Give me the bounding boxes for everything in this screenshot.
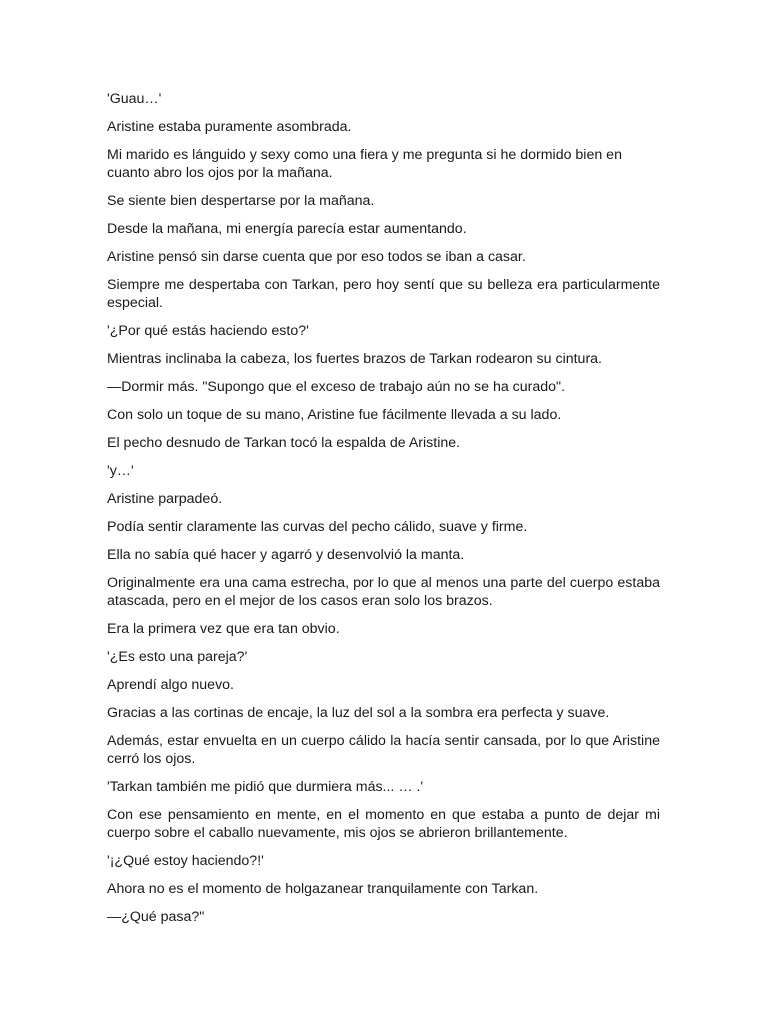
paragraph: Aristine estaba puramente asombrada. [107,119,352,135]
paragraph: Aprendí algo nuevo. [107,677,234,693]
paragraph: Desde la mañana, mi energía parecía estar aumentando. [107,221,467,237]
paragraph: 'Guau…' [107,91,162,107]
paragraph: Mi marido es lánguido y sexy como una fiera y me pregunta si he dormido bien en cuanto abro los ojos por la mañana. [107,147,622,181]
paragraph: Ahora no es el momento de holgazanear tranquilamente con Tarkan. [107,881,539,897]
paragraph: Aristine pensó sin darse cuenta que por eso todos se iban a casar. [107,249,526,265]
paragraph: 'y…' [107,463,134,479]
paragraph: Siempre me despertaba con Tarkan, pero hoy sentí que su belleza era particularmente especial. [107,277,660,311]
paragraph: Podía sentir claramente las curvas del pecho cálido, suave y firme. [107,519,528,535]
paragraph: Era la primera vez que era tan obvio. [107,621,340,637]
paragraph: '¿Es esto una pareja?' [107,649,248,665]
paragraph: Gracias a las cortinas de encaje, la luz del sol a la sombra era perfecta y suave. [107,705,610,721]
paragraph: 'Tarkan también me pidió que durmiera más... … .' [107,779,424,795]
paragraph: —¿Qué pasa?" [107,909,205,925]
paragraph: Mientras inclinaba la cabeza, los fuertes brazos de Tarkan rodearon su cintura. [107,351,602,367]
paragraph: Con ese pensamiento en mente, en el momento en que estaba a punto de dejar mi cuerpo sobre el caballo nuevamente, mis ojos se abrieron brillantemente. [107,807,660,841]
document-page [107,90,660,936]
paragraph: Aristine parpadeó. [107,491,223,507]
paragraph: El pecho desnudo de Tarkan tocó la espalda de Aristine. [107,435,461,451]
paragraph: Se siente bien despertarse por la mañana. [107,193,375,209]
paragraph: Además, estar envuelta en un cuerpo cálido la hacía sentir cansada, por lo que Aristine cerró los ojos. [107,733,660,767]
paragraph: Con solo un toque de su mano, Aristine fue fácilmente llevada a su lado. [107,407,562,423]
paragraph: '¡¿Qué estoy haciendo?!' [107,853,264,869]
paragraph: Originalmente era una cama estrecha, por lo que al menos una parte del cuerpo estaba atascada, pero en el mejor de los casos eran solo los brazos. [107,575,660,609]
paragraph: '¿Por qué estás haciendo esto?' [107,323,309,339]
paragraph: —Dormir más. "Supongo que el exceso de trabajo aún no se ha curado". [107,379,566,395]
paragraph: Ella no sabía qué hacer y agarró y desenvolvió la manta. [107,547,465,563]
